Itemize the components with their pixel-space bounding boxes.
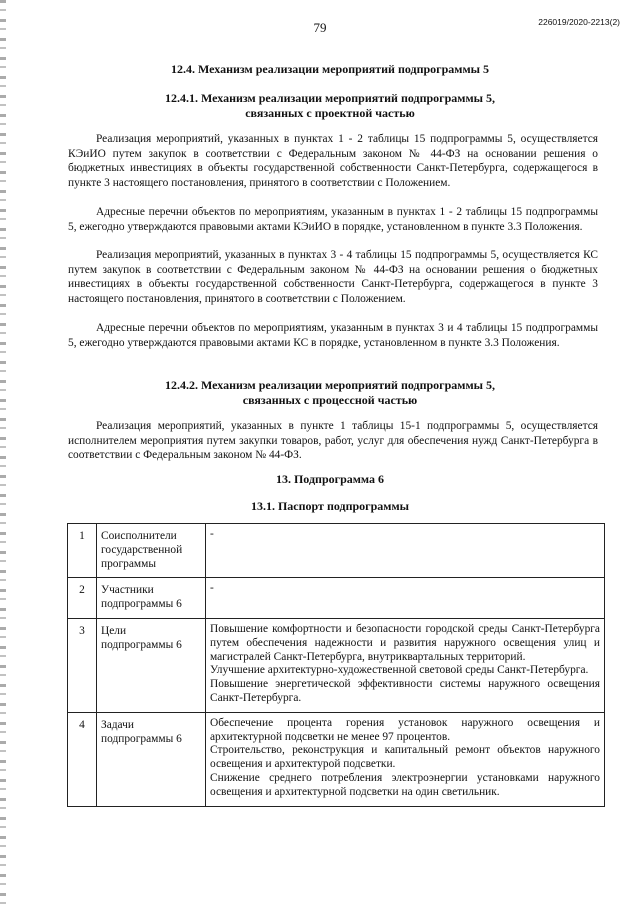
document-code: 226019/2020-2213(2) (538, 17, 620, 27)
row-value (206, 524, 605, 578)
scan-edge-artifact (0, 0, 6, 905)
passport-table (67, 523, 605, 807)
section-12-4-1-title-line2: связанных с проектной частью (245, 106, 415, 120)
value-line: Обеспечение процента горения установок наружного освещения и архитектурной подсветки не менее 97 процентов. (210, 716, 600, 743)
table-row (68, 578, 605, 619)
row-value (206, 712, 605, 806)
value-line: - (210, 582, 214, 595)
value-line: - (210, 528, 214, 540)
section-12-4-2-title-line1: 12.4.2. Механизм реализации мероприятий подпрограммы 5, (164, 378, 496, 392)
section-12-4-2-title-line2: связанных с процессной частью (242, 393, 418, 407)
row-label: Цели подпрограммы 6 (97, 618, 206, 712)
paragraph-12-4-1-2: Адресные перечни объектов по мероприятиям, указанным в пунктах 1 - 2 таблицы 15 подпрограммы 5, ежегодно утверждаются правовыми актами КЭиИО в порядке, установленном в пункте 3.3 Положения. (68, 206, 598, 233)
table-row (68, 618, 605, 712)
paragraph-12-4-1-1: Реализация мероприятий, указанных в пунктах 1 - 2 таблицы 15 подпрограммы 5, осуществляется КЭиИО путем закупок в соответствии с Федеральным законом № 44-ФЗ на основании решения о бюджетных инвестициях в объекты государственной собственности Санкт-Петербурга, содержащегося в пункте 3 настоящего постановления, принятого в соответствии с Положением. (68, 133, 598, 189)
section-13-title: 13. Подпрограмма 6 (275, 472, 385, 486)
row-number: 1 (68, 524, 97, 578)
paragraph-12-4-1-4: Адресные перечни объектов по мероприятиям, указанным в пунктах 3 и 4 таблицы 15 подпрограммы 5, ежегодно утверждаются правовыми актами КС в порядке, установленном в пункте 3.3 Положения. (68, 322, 598, 349)
value-line: Снижение среднего потребления электроэнергии установками наружного освещения и архитектурной подсветки на один светильник. (210, 771, 600, 798)
paragraph-12-4-2: Реализация мероприятий, указанных в пункте 1 таблицы 15-1 подпрограммы 5, осуществляется исполнителем мероприятия путем закупки товаров, работ, услуг для обеспечения нужд Санкт-Петербурга в соответствии с Федеральным законом № 44-ФЗ. (68, 420, 598, 462)
row-number: 2 (68, 578, 97, 619)
row-label: Задачи подпрограммы 6 (97, 712, 206, 806)
row-label: Соисполнители государственной программы (97, 524, 206, 578)
row-number: 4 (68, 712, 97, 806)
section-13-1-title: 13.1. Паспорт подпрограммы (250, 499, 410, 513)
value-line: Улучшение архитектурно-художественной световой среды Санкт-Петербурга. (210, 664, 589, 677)
section-12-4-1-title-line1: 12.4.1. Механизм реализации мероприятий подпрограммы 5, (164, 91, 496, 105)
table-row (68, 524, 605, 578)
page-number: 79 (313, 20, 327, 35)
row-label: Участники подпрограммы 6 (97, 578, 206, 619)
row-value (206, 618, 605, 712)
value-line: Повышение энергетической эффективности системы наружного освещения Санкт-Петербурга. (210, 678, 600, 704)
value-line: Повышение комфортности и безопасности городской среды Санкт-Петербурга путем обеспечения надежности и развития наружного освещения улиц и магистралей Санкт-Петербурга, внутриквартальных территорий. (210, 622, 600, 663)
paragraph-12-4-1-3: Реализация мероприятий, указанных в пунктах 3 - 4 таблицы 15 подпрограммы 5, осуществляется КС путем закупок в соответствии с Федеральным законом № 44-ФЗ на основании решения о бюджетных инвестициях в объекты государственной собственности Санкт-Петербурга, содержащегося в пункте 3 настоящего постановления, принятого в соответствии с Положением. (68, 249, 598, 305)
section-12-4-title: 12.4. Механизм реализации мероприятий подпрограммы 5 (170, 62, 490, 76)
row-number: 3 (68, 618, 97, 712)
row-value (206, 578, 605, 619)
table-row (68, 712, 605, 806)
value-line: Строительство, реконструкция и капитальный ремонт объектов наружного освещения и архитектурой подсветки. (210, 744, 600, 771)
